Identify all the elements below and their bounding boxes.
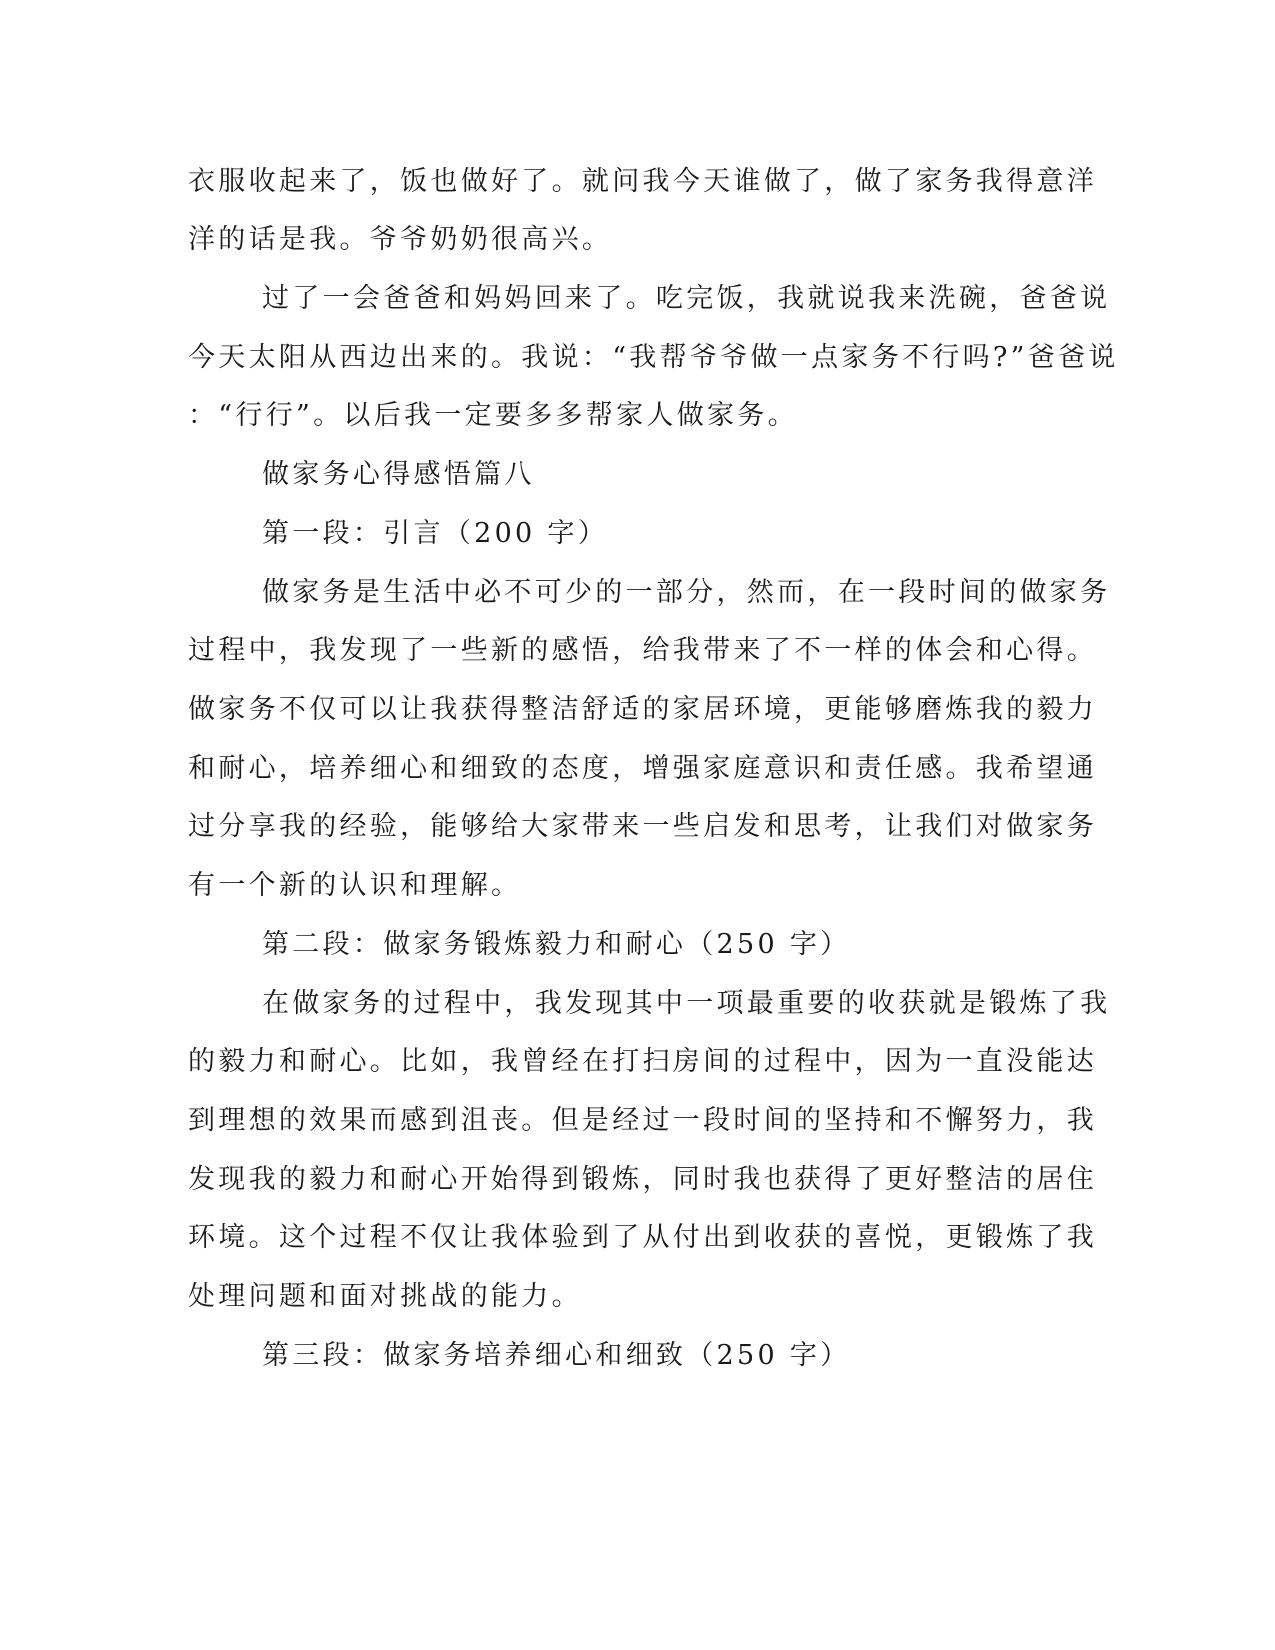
text-line: 过程中，我发现了一些新的感悟，给我带来了不一样的体会和心得。	[188, 635, 1097, 666]
text-line: 过分享我的经验，能够给大家带来一些启发和思考，让我们对做家务	[188, 811, 1097, 842]
section-heading: 第一段：引言（200 字）	[262, 518, 609, 549]
section-heading: 第三段：做家务培养细心和细致（250 字）	[262, 1340, 851, 1371]
text-line: 发现我的毅力和耐心开始得到锻炼，同时我也获得了更好整洁的居住	[188, 1164, 1097, 1195]
text-line: 到理想的效果而感到沮丧。但是经过一段时间的坚持和不懈努力，我	[188, 1105, 1097, 1136]
text-line: 处理问题和面对挑战的能力。	[188, 1281, 582, 1312]
section-title: 做家务心得感悟篇八	[262, 459, 535, 490]
text-line: 环境。这个过程不仅让我体验到了从付出到收获的喜悦，更锻炼了我	[188, 1222, 1097, 1253]
text-line: 今天太阳从西边出来的。我说：“我帮爷爷做一点家务不行吗?”爸爸说	[188, 342, 1119, 373]
text-line: 和耐心，培养细心和细致的态度，增强家庭意识和责任感。我希望通	[188, 753, 1097, 784]
text-line: 洋的话是我。爷爷奶奶很高兴。	[188, 224, 613, 255]
paragraph-start-line: 在做家务的过程中，我发现其中一项最重要的收获就是锻炼了我	[262, 988, 1111, 1019]
text-line: 做家务不仅可以让我获得整洁舒适的家居环境，更能够磨炼我的毅力	[188, 694, 1097, 725]
text-line: 有一个新的认识和理解。	[188, 870, 522, 901]
text-line: ：“行行”。以后我一定要多多帮家人做家务。	[188, 400, 798, 431]
text-line: 衣服收起来了，饭也做好了。就问我今天谁做了，做了家务我得意洋	[188, 166, 1097, 197]
section-heading: 第二段：做家务锻炼毅力和耐心（250 字）	[262, 929, 851, 960]
paragraph-start-line: 做家务是生活中必不可少的一部分，然而，在一段时间的做家务	[262, 577, 1111, 608]
paragraph-start-line: 过了一会爸爸和妈妈回来了。吃完饭，我就说我来洗碗，爸爸说	[262, 283, 1111, 314]
text-line: 的毅力和耐心。比如，我曾经在打扫房间的过程中，因为一直没能达	[188, 1046, 1097, 1077]
